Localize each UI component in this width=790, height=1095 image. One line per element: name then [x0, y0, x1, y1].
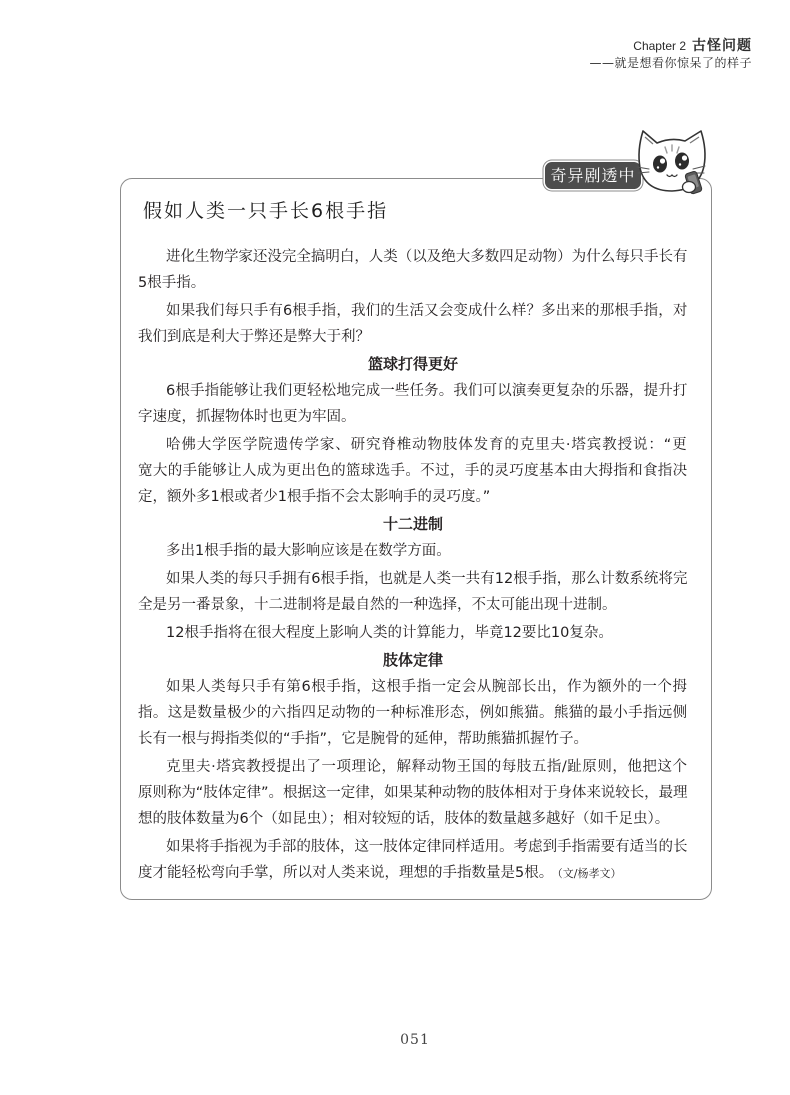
feature-box [120, 178, 712, 900]
paragraph-line: 克里夫·塔宾教授提出了一项理论，解释动物王国的每肢五指/趾原则，他把这个 [166, 759, 688, 775]
byline: （文/杨孝文） [557, 867, 622, 880]
paragraph [138, 538, 688, 564]
chapter-title: 古怪问题 [692, 38, 752, 54]
feature-tab-label: 奇异剧透中 [545, 162, 641, 189]
section-heading: 篮球打得更好 [367, 355, 458, 373]
paragraph-line: 如果人类每只手有第6根手指，这根手指一定会从腕部长出，作为额外的一个拇 [166, 679, 688, 695]
chapter-label: Chapter 2 [633, 39, 686, 53]
paragraph-line: 如果我们每只手有6根手指，我们的生活又会变成什么样？多出来的那根手指，对 [166, 303, 688, 319]
paragraph [138, 298, 688, 350]
paragraph [138, 244, 688, 296]
paragraph-line: 宽大的手能够让人成为更出色的篮球选手。不过，手的灵巧度基本由大拇指和食指决 [138, 463, 688, 479]
paragraph-line: 如果人类的每只手拥有6根手指，也就是人类一共有12根手指，那么计数系统将完 [166, 571, 688, 587]
paragraph-line: 长有一根与拇指类似的“手指”，它是腕骨的延伸，帮助熊猫抓握竹子。 [138, 731, 589, 747]
paragraph-line: 6根手指能够让我们更轻松地完成一些任务。我们可以演奏更复杂的乐器，提升打 [166, 383, 688, 399]
paragraph-line: 我们到底是利大于弊还是弊大于利？ [138, 329, 370, 345]
paragraph-line: 进化生物学家还没完全搞明白，人类（以及绝大多数四足动物）为什么每只手长有 [166, 249, 688, 265]
paragraph [138, 754, 688, 832]
paragraph [138, 378, 688, 430]
paragraph-line: 12根手指将在很大程度上影响人类的计算能力，毕竟12要比10复杂。 [166, 625, 613, 641]
paragraph-line-text: 度才能轻松弯向手掌，所以对人类来说，理想的手指数量是5根。 [138, 865, 554, 881]
paragraph [138, 674, 688, 752]
chapter-subtitle: ——就是想看你惊呆了的样子 [589, 56, 752, 70]
paragraph [138, 620, 688, 646]
paragraph [138, 432, 688, 510]
paragraph-line: 想的肢体数量为6个（如昆虫）；相对较短的话，肢体的数量越多越好（如千足虫）。 [138, 811, 670, 827]
running-head [589, 36, 752, 72]
paragraph-line-with-byline [138, 860, 688, 886]
paragraph-line: 全是另一番景象，十二进制将是最自然的一种选择，不太可能出现十进制。 [138, 597, 617, 613]
paragraph-line: 定，额外多1根或者少1根手指不会太影响手的灵巧度。” [138, 489, 491, 505]
paragraph-line: 哈佛大学医学院遗传学家、研究脊椎动物肢体发育的克里夫·塔宾教授说：“更 [166, 437, 688, 453]
paragraph-line: 5根手指。 [138, 275, 206, 291]
article-body [138, 244, 688, 886]
paragraph-line: 原则称为“肢体定律”。根据这一定律，如果某种动物的肢体相对于身体来说较长，最理 [138, 785, 688, 801]
paragraph-line: 指。这是数量极少的六指四足动物的一种标准形态，例如熊猫。熊猫的最小手指远侧 [138, 705, 688, 721]
page-number: 051 [400, 1032, 430, 1048]
section-heading: 十二进制 [382, 515, 443, 533]
paragraph-line: 如果将手指视为手部的肢体，这一肢体定律同样适用。考虑到手指需要有适当的长 [166, 839, 688, 855]
paragraph [138, 566, 688, 618]
article-title: 假如人类一只手长6根手指 [143, 200, 389, 222]
paragraph [138, 834, 688, 886]
running-head-chapter [589, 36, 752, 54]
paragraph-line: 字速度，抓握物体时也更为牢固。 [138, 409, 356, 425]
cat-mascot-icon [634, 126, 708, 198]
paragraph-line: 多出1根手指的最大影响应该是在数学方面。 [166, 543, 451, 559]
section-heading: 肢体定律 [382, 651, 443, 669]
